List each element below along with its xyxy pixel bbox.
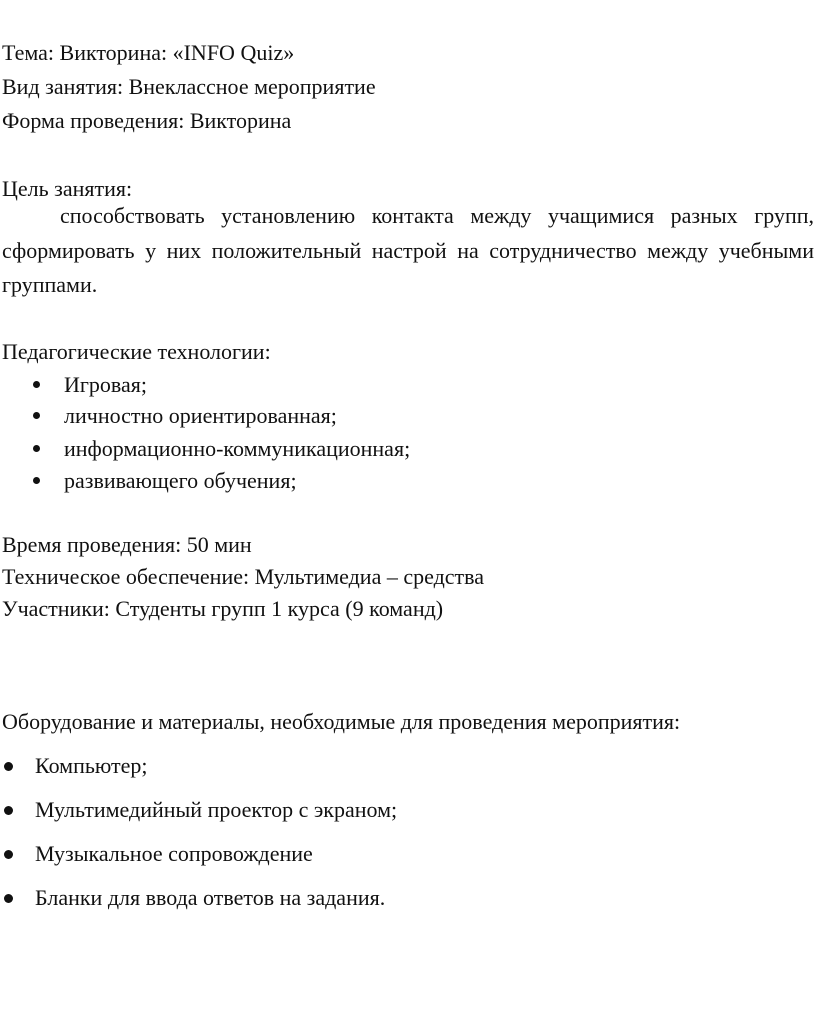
lesson-type-line: Вид занятия: Внеклассное мероприятие: [2, 74, 376, 99]
bullet-icon: [4, 806, 13, 815]
equipment-line: Техническое обеспечение: Мультимедиа – средства: [2, 564, 485, 589]
format-line: Форма проведения: Викторина: [2, 108, 292, 133]
time-line: Время проведения: 50 мин: [2, 532, 252, 557]
technologies-label: Педагогические технологии:: [2, 339, 271, 364]
goal-paragraph: [2, 199, 814, 303]
participants-line: Участники: Студенты групп 1 курса (9 команд): [2, 596, 444, 621]
bullet-icon: [4, 762, 13, 771]
bullet-icon: [4, 850, 13, 859]
bullet-icon: [4, 894, 13, 903]
bullet-icon: [33, 381, 40, 388]
document-page: Тема: Викторина: «INFO Quiz» Вид занятия: Внеклассное мероприятие Форма проведения: Викторина Цель занятия: способствовать установлению контакта между учащимися разных групп, сформировать у них положительный настрой на сотрудничество между учебными группами. Педагогические технологии: Игровая; личностно ориентированная; информационно-коммуникационная; развивающего обучения; Время проведения: 50 мин Техническое обеспечение: Мультимедиа – средства Участники: Студенты групп 1 курса (9 команд) Оборудование и материалы, необходимые для проведения мероприятия: Компьютер; Мультимедийный проектор с экраном; Музыкальное сопровождение Бланки для ввода ответов на задания.: [0, 0, 816, 1026]
bullet-icon: [33, 445, 40, 452]
topic-line: Тема: Викторина: «INFO Quiz»: [2, 40, 295, 65]
bullet-icon: [33, 477, 40, 484]
materials-label: Оборудование и материалы, необходимые для проведения мероприятия:: [2, 709, 681, 734]
bullet-icon: [33, 412, 40, 419]
goal-text: способствовать установлению контакта между учащимися разных групп, сформировать у них положительный настрой на сотрудничество между учебными группами.: [2, 203, 814, 297]
goal-label: Цель занятия:: [2, 176, 133, 201]
